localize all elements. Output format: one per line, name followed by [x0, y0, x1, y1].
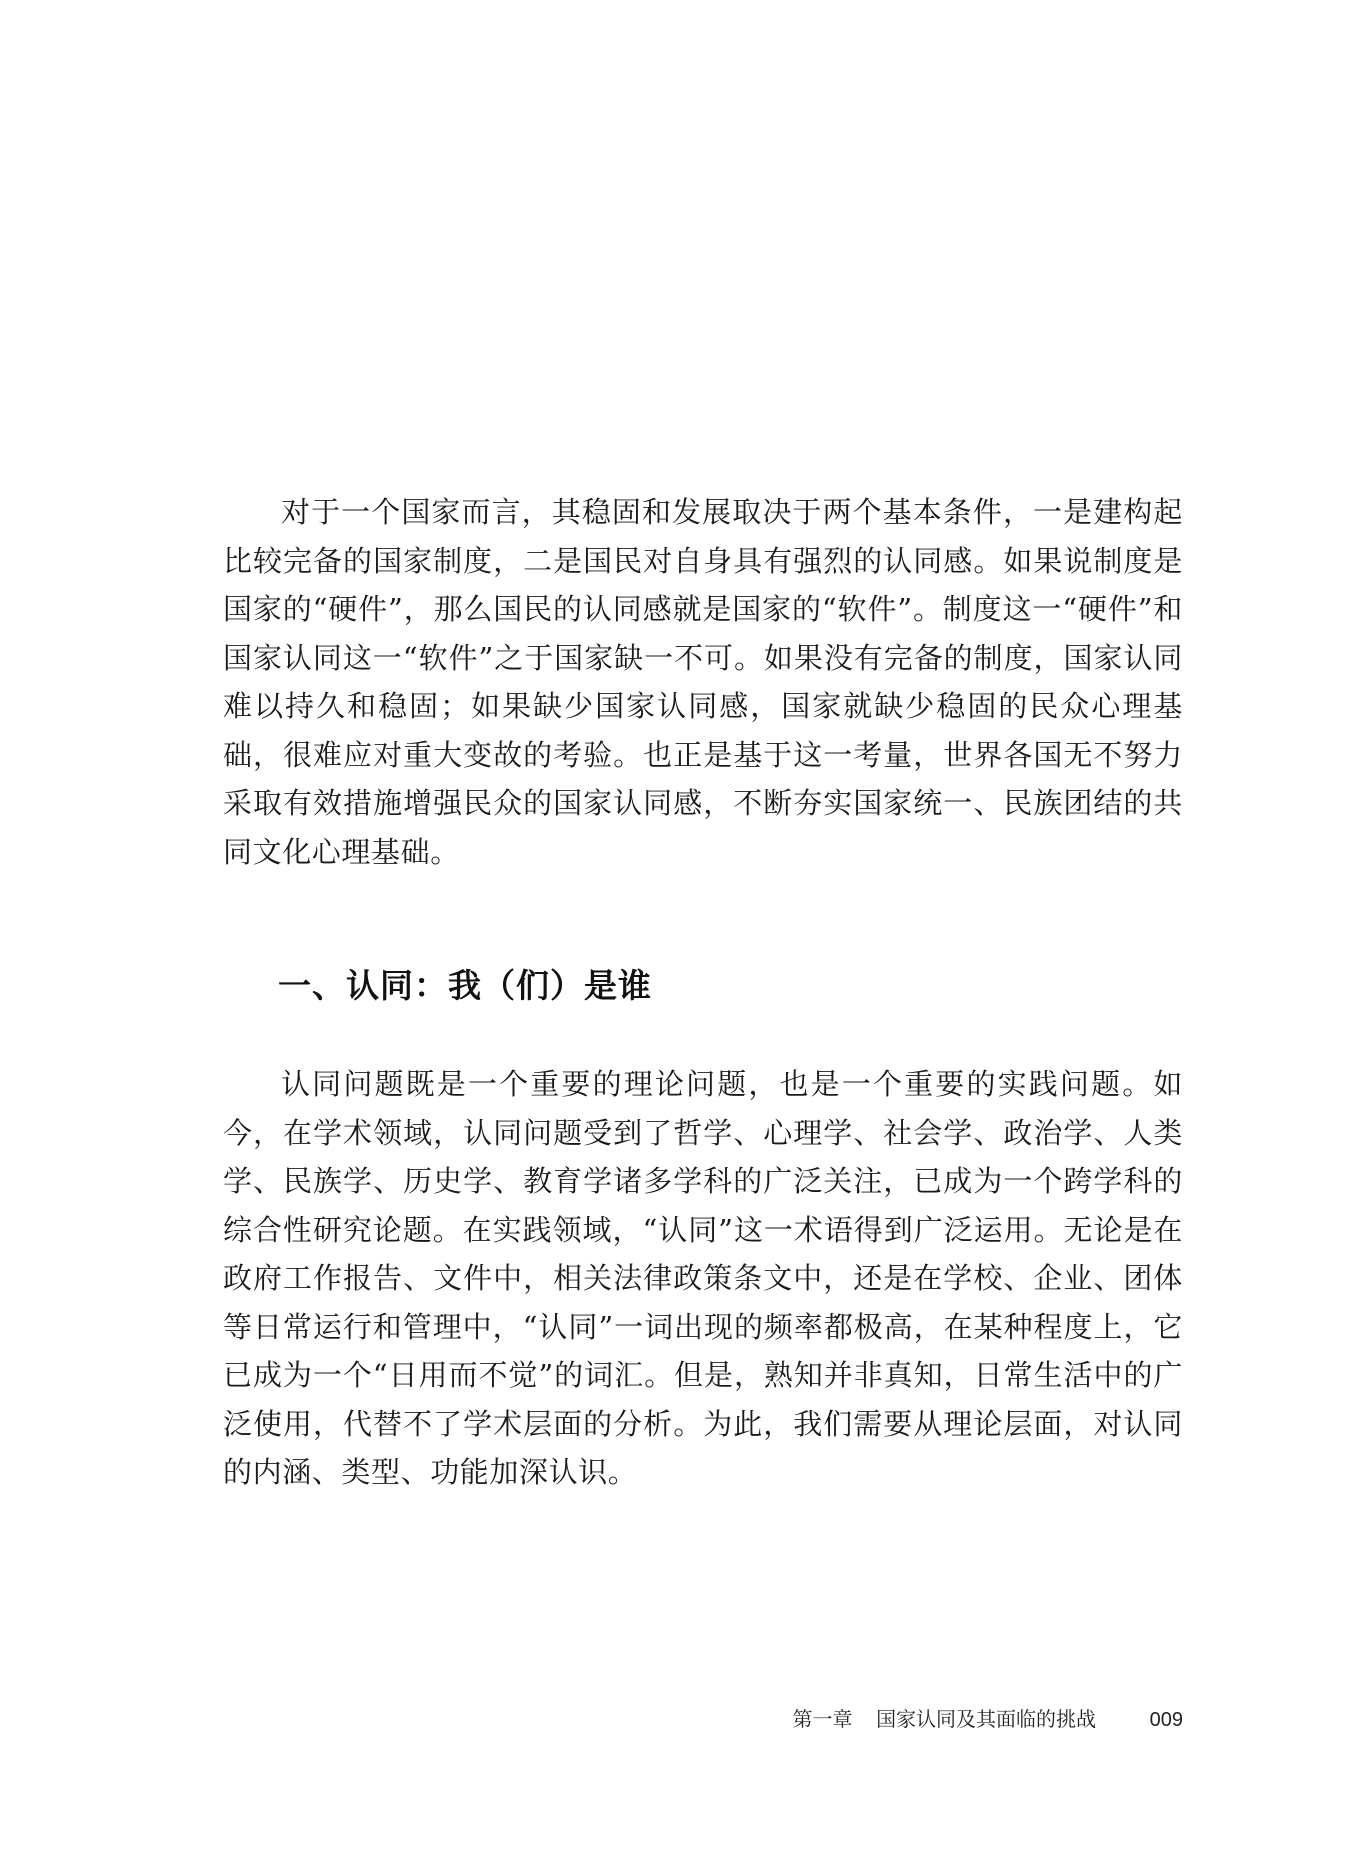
section-heading: 一、认同：我（们）是谁	[278, 966, 652, 1005]
paragraph-1-text: 对于一个国家而言，其稳固和发展取决于两个基本条件，一是建构起比较完备的国家制度，二是国民对自身具有强烈的认同感。如果说制度是国家的“硬件”，那么国民的认同感就是国家的“软件”。制度这一“硬件”和国家认同这一“软件”之于国家缺一不可。如果没有完备的制度，国家认同难以持久和稳固；如果缺少国家认同感，国家就缺少稳固的民众心理基础，很难应对重大变故的考验。也正是基于这一考量，世界各国无不努力采取有效措施增强民众的国家认同感，不断夯实国家统一、民族团结的共同文化心理基础。	[223, 495, 1183, 869]
running-footer	[793, 1703, 1184, 1732]
page-number: 009	[1149, 1709, 1183, 1731]
paragraph-2-text: 认同问题既是一个重要的理论问题，也是一个重要的实践问题。如今，在学术领域，认同问题受到了哲学、心理学、社会学、政治学、人类学、民族学、历史学、教育学诸多学科的广泛关注，已成为一个跨学科的综合性研究论题。在实践领域，“认同”这一术语得到广泛运用。无论是在政府工作报告、文件中，相关法律政策条文中，还是在学校、企业、团体等日常运行和管理中，“认同”一词出现的频率都极高，在某种程度上，它已成为一个“日用而不觉”的词汇。但是，熟知并非真知，日常生活中的广泛使用，代替不了学术层面的分析。为此，我们需要从理论层面，对认同的内涵、类型、功能加深认识。	[223, 1067, 1183, 1489]
body-paragraph-2	[223, 1060, 1183, 1497]
footer-chapter-label: 第一章	[792, 1709, 853, 1731]
footer-chapter-title: 国家认同及其面临的挑战	[876, 1709, 1097, 1731]
body-paragraph-1	[223, 488, 1183, 876]
